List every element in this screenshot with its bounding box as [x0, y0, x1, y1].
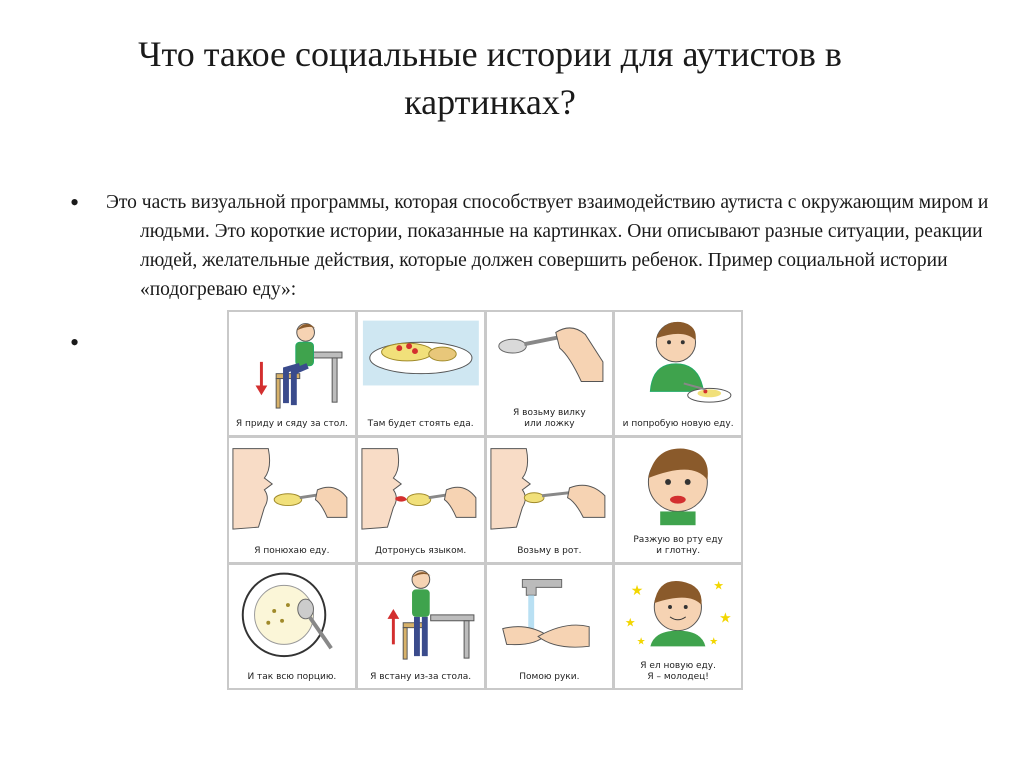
bullet-marker-1: • [70, 188, 80, 217]
card-caption: Я ел новую еду. Я – молодец! [640, 661, 716, 682]
card-get-up [358, 565, 484, 688]
card-caption: Дотронусь языком. [375, 545, 467, 556]
bullet-text-1: Это часть визуальной программы, которая способствует взаимодействию аутиста с окружающим миром и людьми. Это короткие истории, показанные на картинках. Они описывают разные ситуации, реакции людей, желательные действия, которые должен совершить ребенок. Пример социальной истории «подогреваю еду»: [106, 192, 989, 300]
plate-of-food-illustration [358, 312, 484, 435]
card-caption: И так всю порцию. [247, 672, 337, 682]
card-caption: Я приду и сяду за стол. [235, 419, 348, 430]
title-line-2: картинках? [404, 82, 576, 122]
slide-title [60, 30, 920, 126]
card-wash-hands [487, 565, 613, 688]
card-caption: Возьму в рот. [517, 545, 582, 556]
card-whole-portion [229, 565, 355, 688]
card-caption: Я встану из-за стола. [370, 672, 472, 682]
svg-text:★: ★ [636, 636, 646, 648]
card-smell-food [229, 438, 355, 561]
svg-text:★: ★ [630, 582, 644, 598]
boy-sitting-illustration [229, 312, 355, 435]
svg-text:★: ★ [625, 616, 636, 630]
card-well-done [615, 565, 741, 688]
social-story-grid [227, 310, 743, 690]
boy-eating-illustration [615, 312, 741, 435]
empty-plate-illustration [229, 565, 355, 688]
card-put-in-mouth [487, 438, 613, 561]
boy-standing-illustration [358, 565, 484, 688]
bullet-marker-2: • [70, 328, 80, 357]
card-sit-at-table [229, 312, 355, 435]
title-line-1: Что такое социальные истории для аутистов в [138, 34, 842, 74]
svg-text:★: ★ [713, 578, 725, 592]
card-caption: и попробую новую еду. [622, 419, 734, 430]
card-caption: Помою руки. [519, 672, 580, 682]
card-chew-swallow [615, 438, 741, 561]
card-try-food [615, 312, 741, 435]
washing-hands-illustration [487, 565, 613, 688]
face-smelling-illustration [229, 438, 355, 561]
card-caption: Там будет стоять еда. [367, 419, 474, 430]
card-caption: Разжую во рту еду и глотну. [633, 534, 723, 556]
card-take-spoon [487, 312, 613, 435]
card-caption: Я понюхаю еду. [254, 545, 330, 556]
svg-text:★: ★ [709, 636, 719, 648]
svg-text:★: ★ [719, 610, 732, 626]
face-mouth-illustration [487, 438, 613, 561]
card-touch-tongue [358, 438, 484, 561]
face-tongue-illustration [358, 438, 484, 561]
card-food-on-table [358, 312, 484, 435]
card-caption: Я возьму вилку или ложку [513, 408, 586, 430]
